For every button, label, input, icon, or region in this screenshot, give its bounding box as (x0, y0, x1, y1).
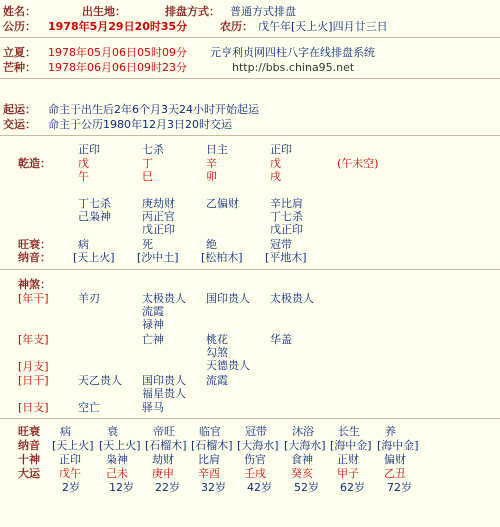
wangshuai-year: 病 (78, 238, 89, 251)
shensha-row-label: [年干] (18, 292, 49, 305)
ten-god-hour: 正印 (270, 143, 292, 156)
qiyun-text: 命主于出生后2年6个月3天24小时开始起运 (48, 103, 259, 116)
lixia-date: 1978年05月06日05时09分 (48, 46, 187, 59)
hidden-stem: 己枭神 (78, 210, 111, 223)
wangshuai-month: 死 (142, 238, 153, 251)
mangzhong-label: 芒种： (3, 61, 36, 74)
name-label: 姓名： (3, 5, 36, 18)
dayun-shishen: 伤官 (244, 453, 266, 466)
nayin-day: [松柏木] (201, 251, 243, 264)
shensha-item: 福星贵人 (142, 387, 186, 400)
dayun-age: 32岁 (201, 481, 226, 494)
dayun-shishen-label: 十神 (18, 453, 40, 466)
shensha-row-label: [年支] (18, 333, 49, 346)
ten-god-month: 七杀 (142, 143, 164, 156)
ten-god-year: 正印 (78, 143, 100, 156)
dayun-age: 12岁 (109, 481, 134, 494)
solar-date: 1978年5月29日20时35分 (48, 20, 188, 33)
ten-god-day: 日主 (206, 143, 228, 156)
site-name: 元亨利贞网四柱八字在线排盘系统 (210, 46, 375, 59)
kongwang: (午未空) (337, 157, 379, 170)
shensha-row-label: [日支] (18, 401, 49, 414)
dayun-pillar: 己未 (106, 467, 128, 480)
dayun-shishen: 食神 (291, 453, 313, 466)
stem-year: 戊 (78, 157, 89, 170)
dayun-wangshuai: 帝旺 (153, 425, 175, 438)
divider (0, 78, 500, 79)
hidden-stem: 丁七杀 (270, 210, 303, 223)
dayun-shishen: 偏财 (384, 453, 406, 466)
shensha-item: 羊刃 (78, 292, 100, 305)
lixia-label: 立夏： (3, 46, 36, 59)
hidden-stem: 戊正印 (270, 223, 303, 236)
shensha-item: 天乙贵人 (78, 374, 122, 387)
dayun-pillar: 戊午 (59, 467, 81, 480)
dayun-wangshuai: 临官 (199, 425, 221, 438)
shensha-title: 神煞： (18, 278, 51, 291)
dayun-shishen: 枭神 (106, 453, 128, 466)
dayun-pillar: 壬戌 (244, 467, 266, 480)
site-url-link[interactable]: http://bbs.china95.net (232, 61, 355, 74)
divider (0, 37, 500, 38)
wangshuai-hour: 冠带 (270, 238, 292, 251)
branch-year: 午 (78, 170, 89, 183)
dayun-nayin: [石榴木] (191, 439, 233, 452)
shensha-item: 桃花 (206, 333, 228, 346)
dayun-wangshuai: 长生 (338, 425, 360, 438)
hidden-stem: 丙正官 (142, 210, 175, 223)
branch-month: 巳 (142, 170, 153, 183)
shensha-item: 流霞 (142, 305, 164, 318)
shensha-item: 空亡 (78, 401, 100, 414)
dayun-nayin: [天上火] (99, 439, 141, 452)
shensha-item: 国印贵人 (142, 374, 186, 387)
dayun-nayin: [海中金] (330, 439, 372, 452)
dayun-age: 22岁 (155, 481, 180, 494)
dayun-shishen: 劫财 (152, 453, 174, 466)
dayun-age: 62岁 (340, 481, 365, 494)
stem-day: 辛 (206, 157, 217, 170)
hidden-stem: 戊正印 (142, 223, 175, 236)
hidden-stem: 庚劫财 (142, 197, 175, 210)
nayin-year: [天上火] (73, 251, 115, 264)
shensha-row-label: [日干] (18, 374, 49, 387)
dayun-pillar: 辛酉 (198, 467, 220, 480)
shensha-item: 太极贵人 (270, 292, 314, 305)
birthplace-label: 出生地： (82, 5, 126, 18)
dayun-age: 52岁 (294, 481, 319, 494)
dayun-shishen: 正财 (337, 453, 359, 466)
shensha-row-label: [月支] (18, 360, 49, 373)
shensha-item: 国印贵人 (206, 292, 250, 305)
lunar-date: 戊午年[天上火]四月廿三日 (258, 20, 388, 33)
dayun-wangshuai: 衰 (107, 425, 118, 438)
chart-method-label: 排盘方式： (165, 5, 220, 18)
dayun-nayin: [天上火] (52, 439, 94, 452)
shensha-item: 太极贵人 (142, 292, 186, 305)
nayin-hour: [平地木] (265, 251, 307, 264)
branch-day: 卯 (206, 170, 217, 183)
hidden-stem: 丁七杀 (78, 197, 111, 210)
dayun-shishen: 比肩 (198, 453, 220, 466)
stem-hour: 戊 (270, 157, 281, 170)
shensha-item: 禄神 (142, 318, 164, 331)
dayun-pillar: 癸亥 (291, 467, 313, 480)
branch-hour: 戌 (270, 170, 281, 183)
divider (0, 418, 500, 419)
shensha-item: 勾煞 (206, 346, 228, 359)
solar-label: 公历： (3, 20, 36, 33)
stem-month: 丁 (142, 157, 153, 170)
dayun-wangshuai: 病 (60, 425, 71, 438)
dayun-age: 2岁 (62, 481, 80, 494)
dayun-label: 大运 (18, 467, 40, 480)
jiaoyun-label: 交运： (3, 118, 36, 131)
dayun-pillar: 甲子 (337, 467, 359, 480)
shensha-item: 天德贵人 (206, 359, 250, 372)
dayun-nayin: [海中金] (377, 439, 419, 452)
dayun-wangshuai-label: 旺衰 (18, 425, 40, 438)
hidden-stem: 乙偏财 (206, 197, 239, 210)
dayun-age: 72岁 (387, 481, 412, 494)
dayun-age: 42岁 (247, 481, 272, 494)
shensha-item: 驿马 (142, 401, 164, 414)
dayun-wangshuai: 冠带 (245, 425, 267, 438)
dayun-shishen: 正印 (59, 453, 81, 466)
dayun-nayin: [大海水] (237, 439, 279, 452)
jiaoyun-text: 命主于公历1980年12月3日20时交运 (48, 118, 232, 131)
mangzhong-date: 1978年06月06日09时23分 (48, 61, 187, 74)
dayun-nayin: [大海水] (284, 439, 326, 452)
divider (0, 269, 500, 270)
wangshuai-day: 绝 (206, 238, 217, 251)
nayin-month: [沙中土] (137, 251, 179, 264)
lunar-label: 农历： (220, 20, 253, 33)
wangshuai-label: 旺衰： (18, 238, 51, 251)
chart-method-value: 普通方式排盘 (230, 5, 296, 18)
qiyun-label: 起运： (3, 103, 36, 116)
dayun-wangshuai: 养 (385, 425, 396, 438)
dayun-nayin-label: 纳音 (18, 439, 40, 452)
divider (0, 135, 500, 136)
dayun-pillar: 庚申 (152, 467, 174, 480)
hidden-stem: 辛比肩 (270, 197, 303, 210)
dayun-pillar: 乙丑 (384, 467, 406, 480)
shensha-item: 流霞 (206, 374, 228, 387)
dayun-nayin: [石榴木] (145, 439, 187, 452)
shensha-item: 华盖 (270, 333, 292, 346)
dayun-wangshuai: 沐浴 (292, 425, 314, 438)
shensha-item: 亡神 (142, 333, 164, 346)
nayin-label: 纳音： (18, 251, 51, 264)
qianzao-label: 乾造： (18, 157, 51, 170)
